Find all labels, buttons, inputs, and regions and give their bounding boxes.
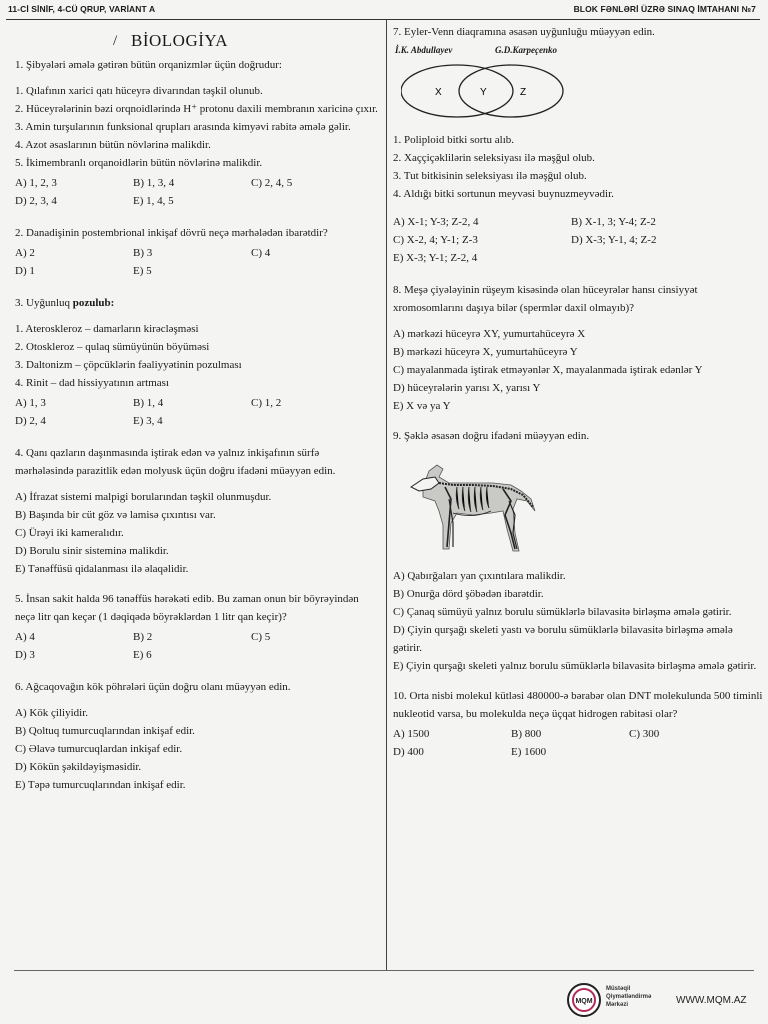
question-1-statement: 5. İkimembranlı orqanoidlərin bütün növlərinə malikdir. xyxy=(15,157,263,169)
answer-option[interactable]: A) Kök çiliyidir. xyxy=(15,707,89,719)
answer-option[interactable]: C) 5 xyxy=(251,631,271,643)
question-5-title: 5. İnsan sakit halda 96 tənəffüs hərəkəti edib. Bu zaman onun bir böyrəyindən neçə litr qan keçər (1 dəqiqədə böyrəklərdən 1 litr qan keçir)? xyxy=(15,593,359,623)
venn-z-label: Z xyxy=(520,87,527,98)
question-3-statement: 3. Daltonizm – çöpcüklərin fəaliyyətinin pozulması xyxy=(15,359,242,371)
answer-option[interactable]: D) X-3; Y-1, 4; Z-2 xyxy=(571,234,657,246)
question-7-statement: 1. Poliploid bitki sortu alıb. xyxy=(393,134,515,146)
answer-option[interactable]: B) 1, 3, 4 xyxy=(133,177,175,189)
answer-option[interactable]: D) hüceyrələrin yarısı X, yarısı Y xyxy=(393,382,541,394)
answer-option[interactable]: B) X-1, 3; Y-4; Z-2 xyxy=(571,216,656,228)
question-7-statement: 4. Aldığı bitki sortunun meyvəsi buynuzmeyvədir. xyxy=(393,188,614,200)
answer-option[interactable]: B) 1, 4 xyxy=(133,397,164,409)
answer-option[interactable]: C) mayalanmada iştirak etməyənlər X, mayalanmada iştirak edənlər Y xyxy=(393,364,703,376)
question-3-statement: 4. Rinit – dad hissiyyatının artması xyxy=(15,377,169,389)
question-2-title: 2. Danadişinin postembrional inkişaf dövrü neçə mərhələdən ibarətdir? xyxy=(15,227,328,239)
answer-option[interactable]: E) X və ya Y xyxy=(393,400,451,412)
question-1-options xyxy=(15,174,380,210)
answer-option[interactable]: E) 1, 4, 5 xyxy=(133,195,174,207)
question-1-statement: 1. Qılafının xarici qatı hüceyrə divarından təşkil olunub. xyxy=(15,85,263,97)
header-right: BLOK FƏNLƏRİ ÜZRƏ SINAQ İMTAHANI №7 xyxy=(573,4,756,14)
answer-option[interactable]: B) 2 xyxy=(133,631,153,643)
header-divider xyxy=(6,19,760,20)
subject-title-block xyxy=(113,31,380,50)
answer-option[interactable]: C) X-2, 4; Y-1; Z-3 xyxy=(393,234,478,246)
venn-left-label: İ.K. Abdullayev xyxy=(395,45,453,55)
answer-option[interactable]: B) Onurğa dörd şöbədən ibarətdir. xyxy=(393,588,544,600)
question-7-title: 7. Eyler-Venn diaqramına əsasən uyğunluğu müəyyən edin. xyxy=(393,26,655,38)
footer-divider xyxy=(14,970,754,971)
answer-option[interactable]: A) mərkəzi hüceyrə XY, yumurtahüceyrə X xyxy=(393,328,586,340)
answer-option[interactable]: D) Çiyin qurşağı skeleti yastı və borulu sümüklərlə bilavasitə birləşmə əmələ gətirir. xyxy=(393,624,733,654)
answer-option[interactable]: A) 2 xyxy=(15,247,35,259)
pen-mark: / xyxy=(113,33,118,49)
question-10-options xyxy=(393,725,763,761)
answer-option[interactable]: B) 800 xyxy=(511,728,542,740)
question-1-title: 1. Şibyələri əmələ gətirən bütün orqanizmlər üçün doğrudur: xyxy=(15,59,282,71)
answer-option[interactable]: D) 3 xyxy=(15,649,35,661)
answer-option[interactable]: A) Qabırğaları yan çıxıntılara malikdir. xyxy=(393,570,566,582)
question-4-title: 4. Qanı qazların daşınmasında iştirak edən və yalnız inkişafının sürfə mərhələsində parazitlik edən molyusk üçün doğru ifadəni müəyyən edin. xyxy=(15,447,336,477)
answer-option[interactable]: A) İfrazat sistemi malpigi borularından təşkil olunmuşdur. xyxy=(15,491,272,503)
answer-option[interactable]: D) 2, 4 xyxy=(15,415,46,427)
answer-option[interactable]: A) 1, 3 xyxy=(15,397,46,409)
answer-option[interactable]: D) 2, 3, 4 xyxy=(15,195,57,207)
question-7-statement: 2. Xaççiçəklilərin seleksiyası ilə məşğul olub. xyxy=(393,152,595,164)
answer-option[interactable]: E) 1600 xyxy=(511,746,547,758)
header-left: 11-Cİ SİNİF, 4-CÜ QRUP, VARİANT A xyxy=(8,4,156,14)
question-7-options xyxy=(393,213,763,267)
dog-skeleton-icon xyxy=(393,449,543,561)
answer-option[interactable]: E) Təpə tumurcuqlarından inkişaf edir. xyxy=(15,779,186,791)
question-2-options xyxy=(15,244,380,280)
question-3-title: 3. Uyğunluq pozulub: xyxy=(15,297,115,309)
organization-name: Müstəqil Qiymətləndirmə Mərkəzi xyxy=(606,986,652,1008)
question-1-statement: 2. Hüceyrələrinin bəzi orqnoidlərində H⁺ protonu daxili membranın xaricinə çıxır. xyxy=(15,103,378,115)
question-6 xyxy=(15,678,380,794)
question-8-title: 8. Meşə çiyələyinin rüşeym kisəsində olan hüceyrələr hansı cinsiyyət xromosomlarını daşıya bilər (spermlər daxil olmayıb)? xyxy=(393,284,698,314)
answer-option[interactable]: B) 3 xyxy=(133,247,153,259)
answer-option[interactable]: A) X-1; Y-3; Z-2, 4 xyxy=(393,216,479,228)
answer-option[interactable]: D) Borulu sinir sisteminə malikdir. xyxy=(15,545,169,557)
answer-option[interactable]: E) 6 xyxy=(133,649,152,661)
answer-option[interactable]: C) 300 xyxy=(629,728,660,740)
mqm-logo-icon xyxy=(566,982,602,1018)
answer-option[interactable]: E) 3, 4 xyxy=(133,415,163,427)
answer-option[interactable]: E) Çiyin qurşağı skeleti yalnız borulu sümüklərlə bilavasitə birləşmə əmələ gətirir. xyxy=(393,660,757,672)
venn-circle-right xyxy=(459,65,563,117)
answer-option[interactable]: C) 2, 4, 5 xyxy=(251,177,293,189)
venn-x-label: X xyxy=(435,87,442,98)
venn-circles xyxy=(401,55,581,125)
question-5-options xyxy=(15,628,380,664)
venn-circle-left xyxy=(401,65,513,117)
question-10 xyxy=(393,687,763,761)
venn-right-label: G.D.Karpeçenko xyxy=(495,45,557,55)
answer-option[interactable]: C) Əlavə tumurcuqlardan inkişaf edir. xyxy=(15,743,183,755)
venn-y-label: Y xyxy=(480,87,487,98)
question-3-statement: 2. Otoskleroz – qulaq sümüyünün böyüməsi xyxy=(15,341,210,353)
question-7 xyxy=(393,23,763,267)
question-1-statement: 4. Azot əsaslarının bütün növlərinə malikdir. xyxy=(15,139,211,151)
venn-diagram xyxy=(393,41,763,123)
answer-option[interactable]: D) Kökün şəkildəyişməsidir. xyxy=(15,761,142,773)
column-divider xyxy=(386,20,387,970)
dog-skeleton-figure xyxy=(393,449,763,561)
answer-option[interactable]: C) 1, 2 xyxy=(251,397,282,409)
answer-option[interactable]: B) Başında bir cüt göz və lamisə çıxıntısı var. xyxy=(15,509,216,521)
question-10-title: 10. Orta nisbi molekul kütləsi 480000-ə bərabər olan DNT molekulunda 500 timinli nukleotid varsa, bu molekulda neçə üçqat hidrogen rabitəsi olar? xyxy=(393,690,763,720)
subject-title: BİOLOGİYA xyxy=(131,31,229,50)
question-1 xyxy=(15,56,380,210)
answer-option[interactable]: A) 1500 xyxy=(393,728,430,740)
website-link[interactable]: WWW.MQM.AZ xyxy=(676,995,747,1006)
question-7-statement: 3. Tut bitkisinin seleksiyası ilə məşğul olub. xyxy=(393,170,587,182)
question-1-statement: 3. Amin turşularının funksional qrupları arasında kimyəvi rabitə əmələ gəlir. xyxy=(15,121,351,133)
question-3-statement: 1. Ateroskleroz – damarların kirəcləşməsi xyxy=(15,323,199,335)
answer-option[interactable]: D) 400 xyxy=(393,746,424,758)
answer-option[interactable]: E) 5 xyxy=(133,265,152,277)
answer-option[interactable]: D) 1 xyxy=(15,265,35,277)
answer-option[interactable]: C) Ürəyi iki kameralıdır. xyxy=(15,527,124,539)
question-3-options xyxy=(15,394,380,430)
svg-text:MQM: MQM xyxy=(575,998,593,1005)
answer-option[interactable]: A) 1, 2, 3 xyxy=(15,177,57,189)
question-9 xyxy=(393,427,763,675)
answer-option[interactable]: E) X-3; Y-1; Z-2, 4 xyxy=(393,252,478,264)
question-5 xyxy=(15,590,380,664)
question-8 xyxy=(393,281,763,415)
question-3 xyxy=(15,294,380,430)
answer-option[interactable]: B) Qoltuq tumurcuqlarından inkişaf edir. xyxy=(15,725,195,737)
answer-option[interactable]: C) Çanaq sümüyü yalnız borulu sümüklərlə bilavasitə birləşmə əmələ gətirir. xyxy=(393,606,732,618)
question-6-title: 6. Ağcaqovağın kök pöhrələri üçün doğru olanı müəyyən edin. xyxy=(15,681,291,693)
answer-option[interactable]: A) 4 xyxy=(15,631,35,643)
answer-option[interactable]: B) mərkəzi hüceyrə X, yumurtahüceyrə Y xyxy=(393,346,578,358)
answer-option[interactable]: E) Tənəffüsü qidalanması ilə əlaqəlidir. xyxy=(15,563,189,575)
question-9-title: 9. Şəklə əsasən doğru ifadəni müəyyən edin. xyxy=(393,430,590,442)
question-4 xyxy=(15,444,380,578)
answer-option[interactable]: C) 4 xyxy=(251,247,271,259)
right-column xyxy=(393,23,763,763)
question-2 xyxy=(15,224,380,280)
left-column xyxy=(15,30,380,794)
